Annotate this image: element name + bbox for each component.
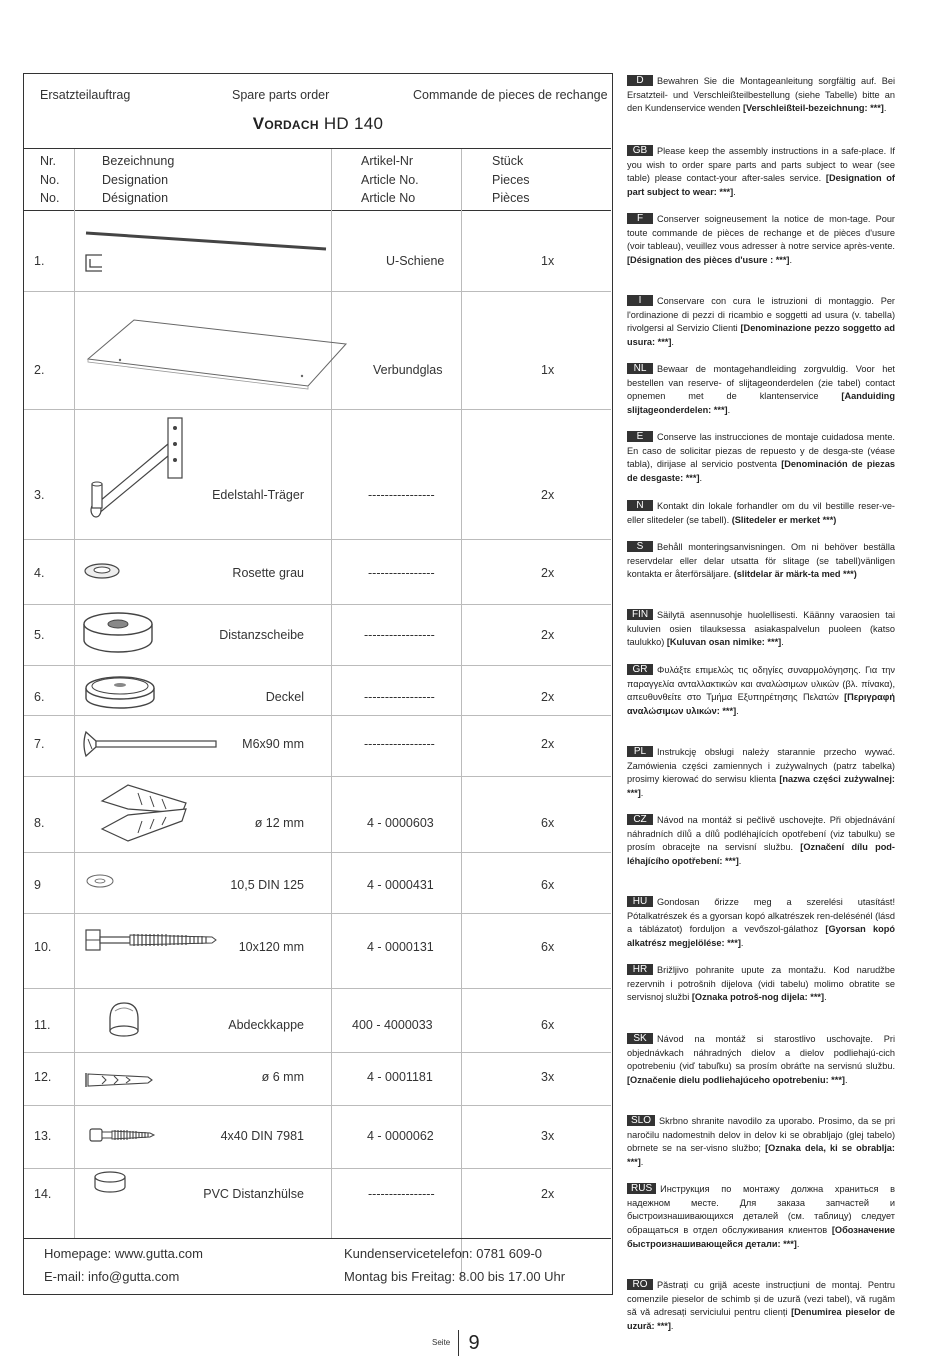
instruction-pl (627, 746, 895, 801)
instruction-tail: . (883, 103, 887, 114)
u-rail-icon (82, 229, 332, 279)
instruction-emphasis: [Denominación de piezas de desgaste: ***] (627, 459, 895, 484)
instruction-hu (627, 896, 895, 951)
grid-line (461, 149, 462, 1279)
instruction-tail: . (738, 856, 742, 867)
instruction-text: Säilytä asennusohje huolellisesti. Käänny varaosien tai kuluvien osien tilauksessa asiakaspalvelun puoleen (katso taulukko) (627, 610, 895, 648)
col-label: Stück (492, 154, 524, 168)
instruction-emphasis: [Gyorsan kopó alkatrész megjelölése: ***] (627, 924, 895, 949)
instruction-emphasis: [Označení dílu pod-léhajícího opotřebení: ***] (627, 842, 895, 867)
spare-parts-table (23, 73, 613, 1295)
page-number: 9 (458, 1330, 489, 1356)
column-header-designation (102, 152, 174, 208)
instruction-rus (627, 1183, 895, 1252)
col-label: Article No. (361, 172, 419, 187)
language-badge: RO (627, 1279, 653, 1290)
instruction-emphasis: [Oznaka dela, ki se obrablja: ***] (627, 1143, 895, 1168)
language-badge: CZ (627, 814, 653, 825)
email: E-mail: info@gutta.com (44, 1269, 180, 1284)
instruction-tail: . (844, 1075, 848, 1086)
article-number: ----------------- (364, 690, 435, 704)
article-number: ---------------- (368, 1187, 435, 1201)
instruction-text: Brižljivo pohranite upute za montažu. Kod narudžbe rezervnih i potrošnih dijelova (vidi tabelu) molimo obratite se servisnoj službi (627, 965, 895, 1003)
row-number: 4. (34, 566, 45, 580)
article-number: 4 - 0000603 (367, 816, 434, 830)
row-number: 1. (34, 254, 45, 268)
language-badge: N (627, 500, 653, 511)
tapping-screw-icon (88, 1125, 158, 1145)
part-name: Distanzscheibe (219, 628, 304, 642)
article-number: Verbundglas (373, 363, 443, 377)
article-number: ---------------- (368, 566, 435, 580)
row-number: 2. (34, 363, 45, 377)
instruction-text: Kontakt din lokale forhandler om du vil bestille reser-ve- eller slitedeler (se tabell). (627, 501, 895, 525)
header-de: Ersatzteilauftrag (40, 88, 131, 102)
col-label: Designation (102, 172, 169, 187)
article-number: U-Schiene (386, 254, 445, 268)
row-separator (24, 913, 611, 914)
instruction-text: Bewaar de montagehandleiding zorgvuldig. Voor het bestellen van reserve- of slijtageonderdelen (zie tabel) contact opnemen met de klantenservice (627, 364, 895, 402)
instruction-gr (627, 664, 895, 719)
instruction-ro (627, 1279, 895, 1334)
language-badge: HR (627, 964, 653, 975)
instruction-hr (627, 964, 895, 1005)
article-number: 4 - 0001181 (367, 1070, 433, 1084)
part-name: PVC Distanzhülse (203, 1187, 304, 1201)
article-number: ----------------- (364, 628, 435, 642)
hex-screw-icon (82, 926, 222, 956)
row-number: 12. (34, 1070, 52, 1084)
col-label: Pièces (492, 191, 530, 205)
part-name: Edelstahl-Träger (212, 488, 304, 502)
instruction-emphasis: [Désignation des pièces d'usure : ***] (627, 255, 790, 266)
language-badge: SK (627, 1033, 653, 1044)
grid-line (331, 149, 332, 1239)
instruction-text: Φυλάξτε επιμελώς τις οδηγίες συναρμολόγησης. Για την παραγγελία ανταλλακτικών και αναλώσιμων υλικών (βλ. πίνακα), απευθυνθείτε στο Τμήμα Εξυπηρέτησης Πελατών (627, 665, 895, 703)
language-badge: S (627, 541, 653, 552)
row-separator (24, 409, 611, 410)
instruction-emphasis: [Περιγραφή αναλώσιμων υλικών: ***] (627, 692, 895, 717)
row-number: 9 (34, 878, 41, 892)
part-name: 10x120 mm (238, 940, 304, 954)
part-name: ø 12 mm (254, 816, 304, 830)
language-badge: E (627, 431, 653, 442)
pvc-spacer-sleeve-icon (92, 1169, 128, 1197)
instruction-tail: . (670, 1321, 674, 1332)
quantity: 6x (541, 816, 555, 830)
part-name: Abdeckkappe (228, 1018, 304, 1032)
instruction-tail: . (671, 337, 674, 348)
screw-m6-icon (82, 729, 222, 759)
service-hours: Montag bis Freitag: 8.00 bis 17.00 Uhr (344, 1269, 566, 1284)
language-badge: SLO (627, 1115, 655, 1126)
row-number: 7. (34, 737, 45, 751)
product-title-model: HD 140 (323, 114, 384, 133)
article-number: ---------------- (368, 488, 435, 502)
quantity: 3x (541, 1129, 555, 1143)
divider (24, 210, 611, 211)
row-number: 5. (34, 628, 45, 642)
instruction-fr (627, 213, 895, 268)
article-number: ----------------- (364, 737, 435, 751)
wall-plug-12mm-icon (98, 779, 192, 849)
divider (24, 148, 611, 149)
row-number: 10. (34, 940, 52, 954)
instruction-de (627, 75, 895, 116)
instruction-sk (627, 1033, 895, 1088)
col-label: No. (40, 191, 60, 205)
col-label: Article No (361, 191, 416, 205)
part-name: Rosette grau (232, 566, 304, 580)
instruction-emphasis: (slitdelar är märk-ta med ***) (733, 569, 857, 580)
cover-cap-small-icon (104, 999, 144, 1041)
article-number: 4 - 0000431 (367, 878, 434, 892)
row-separator (24, 604, 611, 605)
language-badge: GB (627, 145, 653, 156)
language-badge: GR (627, 664, 653, 675)
instruction-emphasis: [Oznaka potroš-nog dijela: ***] (691, 992, 825, 1003)
row-number: 3. (34, 488, 45, 502)
instruction-tail: . (699, 473, 703, 484)
instruction-tail: . (640, 1157, 644, 1168)
column-header-article (361, 152, 419, 208)
washer-icon (84, 872, 116, 890)
row-separator (24, 776, 611, 777)
language-badge: NL (627, 363, 653, 374)
instruction-text: Skrbno shranite navodilo za uporabo. Prosimo, da se pri naročilu nadomestnih delov in delov ki se obrabljajo (glej tabelo) obrnete se na ser-visno službo; (627, 1116, 895, 1154)
row-number: 11. (34, 1018, 51, 1032)
row-number: 14. (34, 1187, 52, 1201)
stainless-steel-bracket-icon (80, 414, 200, 524)
rosette-icon (82, 561, 122, 581)
col-label: Nr. (40, 154, 56, 168)
row-number: 6. (34, 690, 45, 704)
instruction-text: Conserver soigneusement la notice de mon-tage. Pour toute commande de pièces de rechange et de pièces d'usure (voir tableau), veuillez vous adresser à notre service après-vente. (627, 214, 895, 252)
article-number: 4 - 0000131 (367, 940, 434, 954)
instruction-emphasis: [Označenie dielu podliehajúceho opotrebeniu: ***] (627, 1075, 845, 1086)
language-badge: D (627, 75, 653, 86)
quantity: 1x (541, 254, 555, 268)
quantity: 6x (541, 940, 555, 954)
quantity: 2x (541, 690, 555, 704)
row-separator (24, 852, 611, 853)
quantity: 2x (541, 628, 555, 642)
instruction-cz (627, 814, 895, 869)
row-separator (24, 1052, 611, 1053)
grid-line (74, 149, 75, 1239)
col-label: No. (40, 172, 60, 187)
row-separator (24, 665, 611, 666)
header-en: Spare parts order (232, 88, 330, 102)
instruction-es (627, 431, 895, 486)
article-number: 400 - 4000033 (352, 1018, 433, 1032)
col-label: Bezeichnung (102, 154, 175, 168)
column-header-nr (40, 152, 59, 208)
divider (24, 1238, 611, 1239)
row-number: 8. (34, 816, 45, 830)
row-number: 13. (34, 1129, 52, 1143)
instruction-emphasis: [Denumirea pieselor de uzură: ***] (627, 1307, 895, 1332)
instruction-emphasis: (Slitedeler er merket ***) (731, 514, 837, 525)
instruction-text: Behåll monteringsanvisningen. Om ni behöver beställa reservdelar eller delar utsatta för slitage (se tabell)vänligen kontakta er återförsäljare. (627, 542, 895, 580)
instruction-gb (627, 145, 895, 200)
wall-plug-6mm-icon (84, 1069, 156, 1091)
part-name: M6x90 mm (242, 737, 304, 751)
instruction-text: Инструкция по монтажу должна храниться в надежном месте. Для заказа запчастей и быстроизнашивающихся деталей (см. таблицу) следует обращаться в отдел обслуживания клиентов (627, 1184, 895, 1236)
instruction-tail: . (824, 992, 827, 1003)
row-separator (24, 715, 611, 716)
product-title-brand: Vordach (252, 114, 319, 133)
part-name: 10,5 DIN 125 (230, 878, 304, 892)
language-badge: F (627, 213, 653, 224)
instruction-emphasis: [nazwa części zużywalnej: ***] (627, 774, 895, 799)
col-label: Pieces (492, 172, 530, 187)
product-title (24, 114, 612, 134)
language-badge: HU (627, 896, 653, 907)
quantity: 2x (541, 566, 555, 580)
cover-cap-icon (82, 670, 158, 714)
column-header-pieces (492, 152, 530, 208)
instruction-se (627, 541, 895, 582)
part-name: Deckel (265, 690, 304, 704)
instruction-nl (627, 363, 895, 418)
row-separator (24, 1105, 611, 1106)
row-separator (24, 988, 611, 989)
part-name: 4x40 DIN 7981 (220, 1129, 304, 1143)
instruction-emphasis: [Обозначение быстроизнашивающейся детали: ***] (627, 1225, 895, 1249)
instruction-no (627, 500, 895, 527)
quantity: 6x (541, 1018, 555, 1032)
col-label: Désignation (102, 191, 169, 205)
instruction-text: Please keep the assembly instructions in a safe-place. If you wish to order spare parts and parts subject to wear (see table) please contact-your after-sales service. (627, 146, 895, 184)
quantity: 2x (541, 1187, 555, 1201)
instruction-tail: . (736, 706, 739, 717)
instruction-tail: . (740, 938, 744, 949)
quantity: 1x (541, 363, 555, 377)
article-number: 4 - 0000062 (367, 1129, 434, 1143)
language-badge: FIN (627, 609, 653, 620)
page-label: Seite (432, 1338, 451, 1347)
instruction-fi (627, 609, 895, 650)
instruction-emphasis: [Kuluvan osan nimike: ***] (666, 637, 782, 648)
quantity: 2x (541, 488, 555, 502)
homepage: Homepage: www.gutta.com (44, 1246, 203, 1261)
language-badge: PL (627, 746, 653, 757)
instruction-emphasis: [Denominazione pezzo soggetto ad usura: ***] (627, 323, 896, 348)
header-fr: Commande de pieces de rechange (413, 88, 608, 102)
laminated-glass-icon (84, 314, 369, 394)
instruction-tail: . (733, 187, 736, 198)
row-separator (24, 291, 611, 292)
instruction-tail: . (796, 1238, 800, 1249)
instruction-tail: . (789, 255, 793, 266)
instruction-text: Conserve las instrucciones de montaje cuidadosa mente. En caso de solicitar piezas de repuesto y de desga-ste (véase tabla), dirijase al servicio postventa (627, 432, 895, 470)
instruction-text: Gondosan őrizze meg a szerelési utasítást! Pótalkatrészek és a gyorsan kopó alkatrészek ren-delésénél (lásd a táblázatot) forduljon a vevőszol-gálathoz (627, 897, 895, 935)
instruction-text: Păstrați cu grijă aceste instrucțiuni de montaj. Pentru comenzile pieselor de schimb și de uzură (vezi tabel), vă rugăm să vă adresați serviciului pentru clienți (627, 1280, 895, 1318)
language-badge: I (627, 295, 653, 306)
instruction-emphasis: [Aanduiding slijtageonderdelen: ***] (627, 391, 895, 416)
spacer-disc-icon (80, 610, 156, 656)
instruction-emphasis: [Verschleißteil-bezeichnung: ***] (742, 103, 884, 114)
instruction-tail: . (727, 405, 731, 416)
quantity: 6x (541, 878, 555, 892)
instruction-text: Conservare con cura le istruzioni di montaggio. Per l'ordinazione di pezzi di ricambio e soggetti ad usura (v. tabella) rivolgersi al Servizio Clienti (627, 296, 895, 334)
instruction-text: Návod na montáž si pečlivě uschovejte. Při objednávání náhradních dílů a dílů podléhajících opotřebení (viz tabulku) se prosím obracejte na servisní službu. (627, 815, 895, 853)
row-separator (24, 539, 611, 540)
instruction-tail: . (781, 637, 784, 648)
instruction-text: Bewahren Sie die Montageanleitung sorgfältig auf. Bei Ersatzteil- und Verschleißteilbestellung (siehe Tabelle) bitte an den Kundenservice wenden (627, 76, 895, 114)
instruction-it (627, 295, 895, 350)
instruction-emphasis: [Designation of part subject to wear: ***] (627, 173, 895, 198)
instruction-tail: . (640, 788, 644, 799)
language-badge: RUS (627, 1183, 656, 1194)
quantity: 2x (541, 737, 555, 751)
service-phone: Kundenservicetelefon: 0781 609-0 (344, 1246, 543, 1261)
instruction-text: Návod na montáž si starostlivo uschovajte. Pri objednávkach náhradných dielov a dielov podliehajú-cich opotrebeniu (viď tabuľku) sa prosím obráťte na servisnú službu. (627, 1034, 895, 1072)
instruction-slo (627, 1115, 895, 1170)
col-label: Artikel-Nr (361, 154, 414, 168)
part-name: ø 6 mm (261, 1070, 304, 1084)
instruction-text: Instrukcję obsługi należy starannie przecho wywać. Zamówienia części zamiennych i zużywalnych (patrz tabelka) prosimy kierować do serwisu klienta (627, 747, 895, 785)
quantity: 3x (541, 1070, 555, 1084)
